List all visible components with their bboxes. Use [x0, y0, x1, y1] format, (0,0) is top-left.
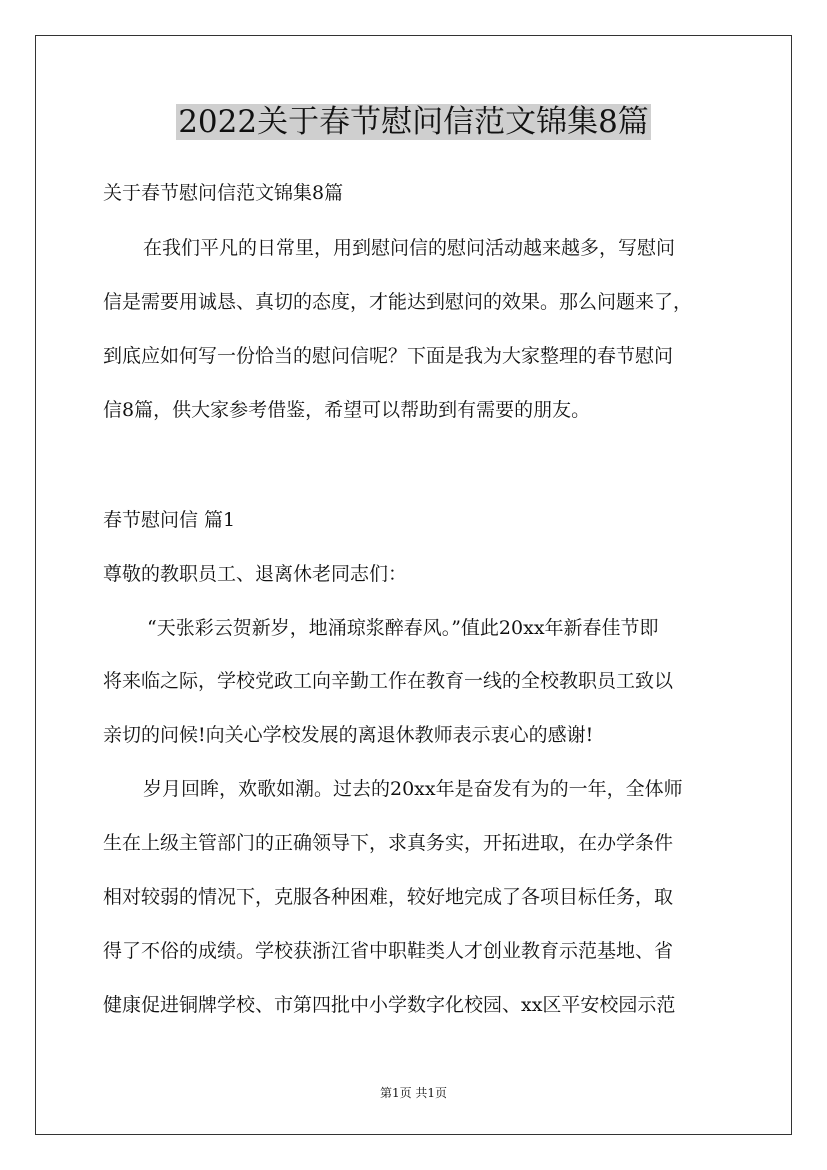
paragraph1-line-3: 亲切的问候!向关心学校发展的离退休教师表示衷心的感谢! [103, 724, 594, 746]
paragraph1-line-2: 将来临之际，学校党政工向辛勤工作在教育一线的全校教职员工致以 [103, 670, 674, 692]
paragraph2-line-5: 健康促进铜牌学校、市第四批中小学数字化校园、xx区平安校园示范 [103, 994, 676, 1016]
paragraph1-line-1: “天张彩云贺新岁，地涌琼浆醉春风。”值此20xx年新春佳节即 [147, 617, 659, 639]
paragraph2-line-1: 岁月回眸，欢歌如潮。过去的20xx年是奋发有为的一年，全体师 [143, 778, 683, 800]
intro-line-2: 信是需要用诚恳、真切的态度，才能达到慰问的效果。那么问题来了， [103, 291, 693, 313]
document-subtitle: 关于春节慰问信范文锦集8篇 [103, 182, 344, 204]
salutation: 尊敬的教职员工、退离休老同志们： [103, 563, 408, 585]
paragraph2-line-2: 生在上级主管部门的正确领导下，求真务实，开拓进取，在办学条件 [103, 832, 674, 854]
page-number-footer: 第1页 共1页 [379, 1086, 448, 1100]
paragraph2-line-4: 得了不俗的成绩。学校获浙江省中职鞋类人才创业教育示范基地、省 [103, 940, 674, 962]
intro-line-4: 信8篇，供大家参考借鉴，希望可以帮助到有需要的朋友。 [103, 399, 591, 421]
paragraph2-line-3: 相对较弱的情况下，克服各种困难，较好地完成了各项目标任务，取 [103, 886, 674, 908]
intro-line-1: 在我们平凡的日常里，用到慰问信的慰问活动越来越多，写慰问 [143, 237, 676, 259]
document-title: 2022关于春节慰问信范文锦集8篇 [178, 104, 649, 140]
intro-line-3: 到底应如何写一份恰当的慰问信呢？下面是我为大家整理的春节慰问 [103, 345, 674, 367]
section-heading: 春节慰问信 篇1 [103, 509, 236, 531]
